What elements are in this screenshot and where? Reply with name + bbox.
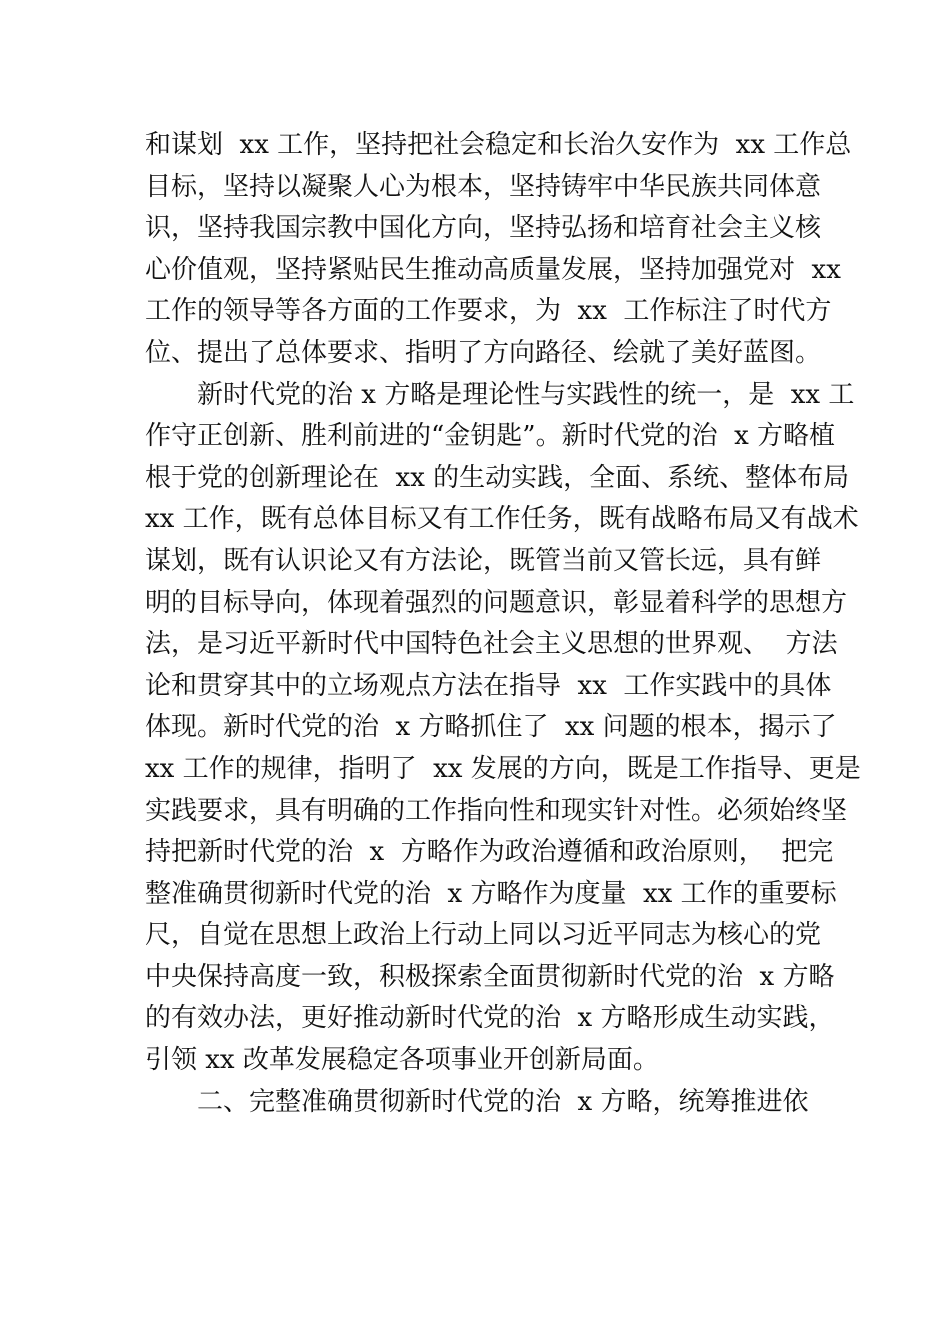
text-line: 持把新时代党的治 x 方略作为政治遵循和政治原则， 把完 xyxy=(145,837,834,868)
text-line: 引领 xx 改革发展稳定各项事业开创新局面。 xyxy=(145,1045,659,1076)
text-line: xx 工作的规律，指明了 xx 发展的方向，既是工作指导、更是 xyxy=(145,753,861,784)
text-line: 和谋划 xx 工作，坚持把社会稳定和长治久安作为 xx 工作总 xyxy=(145,130,852,160)
text-line: 目标，坚持以凝聚人心为根本，坚持铸牢中华民族共同体意 xyxy=(145,171,822,202)
text-line: 新时代党的治 x 方略是理论性与实践性的统一，是 xx 工 xyxy=(197,379,855,410)
text-line: 整准确贯彻新时代党的治 x 方略作为度量 xx 工作的重要标 xyxy=(145,878,837,909)
text-line: 明的目标导向，体现着强烈的问题意识，彰显着科学的思想方 xyxy=(145,587,848,618)
text-line: 心价值观，坚持紧贴民生推动高质量发展，坚持加强党对 xx xyxy=(145,254,841,285)
text-line: 根于党的创新理论在 xx 的生动实践，全面、系统、整体布局 xyxy=(145,462,850,493)
text-line: 位、提出了总体要求、指明了方向路径、绘就了美好蓝图。 xyxy=(145,337,822,368)
text-line: 法，是习近平新时代中国特色社会主义思想的世界观、 方法 xyxy=(145,629,838,660)
text-line: 尺，自觉在思想上政治上行动上同以习近平同志为核心的党 xyxy=(145,920,822,951)
text-line: 论和贯穿其中的立场观点方法在指导 xx 工作实践中的具体 xyxy=(145,670,832,701)
paragraph-1 xyxy=(145,125,852,375)
text-line: 识，坚持我国宗教中国化方向，坚持弘扬和培育社会主义核 xyxy=(145,213,822,244)
text-line: 的有效办法，更好推动新时代党的治 x 方略形成生动实践， xyxy=(145,1003,835,1034)
paragraph-2 xyxy=(145,375,861,1082)
text-line: 作守正创新、胜利前进的“金钥匙”。新时代党的治 x 方略植 xyxy=(145,421,836,452)
text-line: 体现。新时代党的治 x 方略抓住了 xx 问题的根本，揭示了 xyxy=(145,712,837,743)
body-text xyxy=(145,125,861,1123)
text-line: 谋划，既有认识论又有方法论，既管当前又管长远，具有鲜 xyxy=(145,545,822,576)
text-line: 工作的领导等各方面的工作要求，为 xx 工作标注了时代方 xyxy=(145,296,832,327)
text-line: xx 工作，既有总体目标又有工作任务，既有战略布局又有战术 xyxy=(145,504,859,535)
text-line: 实践要求，具有明确的工作指向性和现实针对性。必须始终坚 xyxy=(145,795,848,826)
section-heading-line: 二、完整准确贯彻新时代党的治 x 方略，统筹推进依 xyxy=(197,1086,809,1117)
text-line: 中央保持高度一致，积极探索全面贯彻新时代党的治 x 方略 xyxy=(145,961,835,992)
section-heading xyxy=(145,1082,825,1124)
